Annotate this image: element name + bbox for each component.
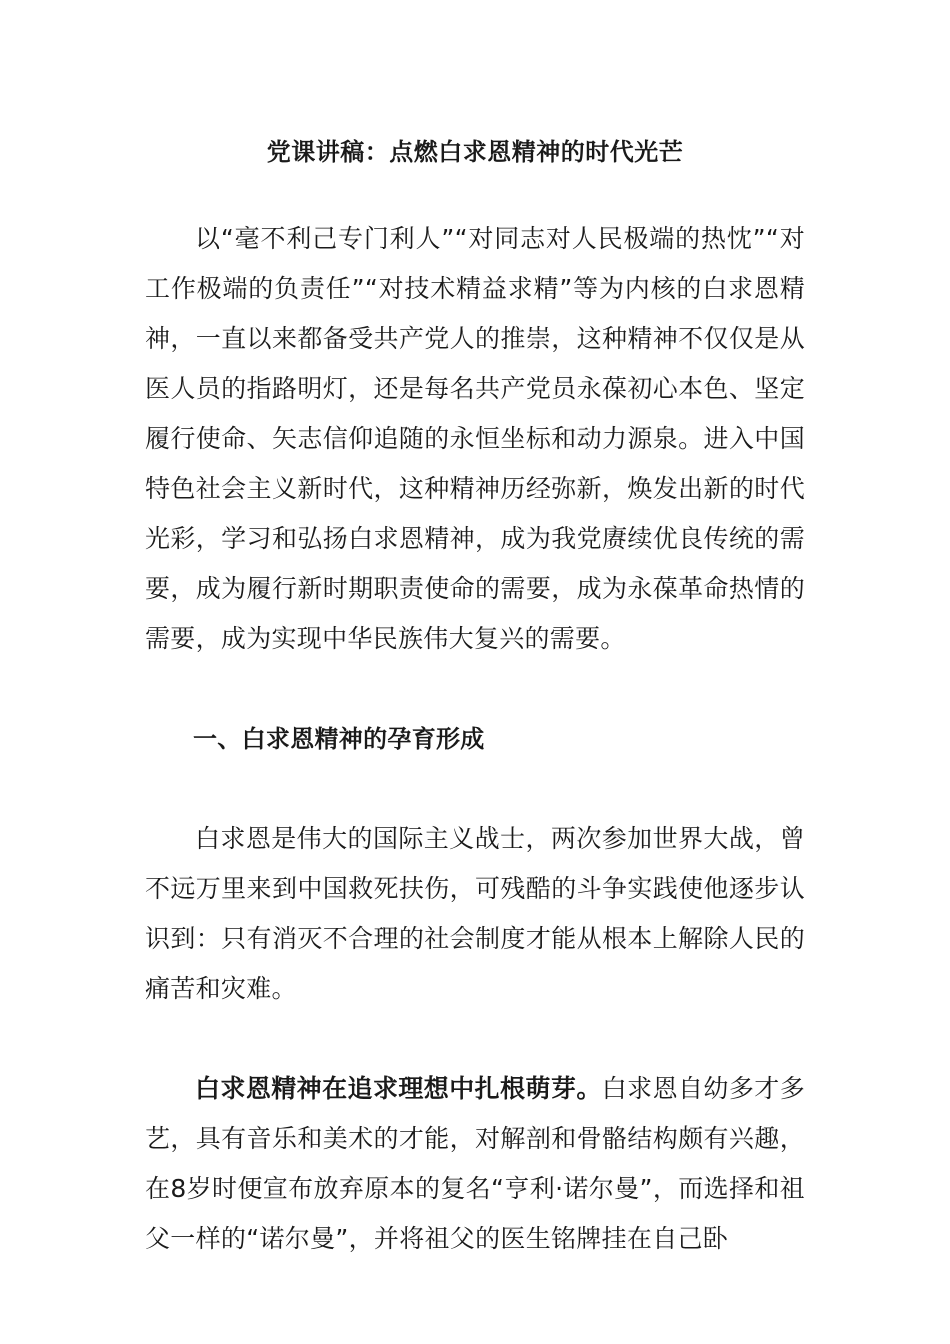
paragraph-body-text: 白求恩自幼多才多艺，具有音乐和美术的才能，对解剖和骨骼结构颇有兴趣，在8岁时便宣布放弃原本的复名“亨利·诺尔曼”，而选择和祖父一样的“诺尔曼”，并将祖父的医生铭牌挂在自己卧 xyxy=(145,1074,805,1253)
section-paragraph-lead xyxy=(145,1064,805,1264)
intro-paragraph: 以“毫不利己专门利人”“对同志对人民极端的热忱”“对工作极端的负责任”“对技术精益求精”等为内核的白求恩精神，一直以来都备受共产党人的推崇，这种精神不仅仅是从医人员的指路明灯，还是每名共产党员永葆初心本色、坚定履行使命、矢志信仰追随的永恒坐标和动力源泉。进入中国特色社会主义新时代，这种精神历经弥新，焕发出新的时代光彩，学习和弘扬白求恩精神，成为我党赓续优良传统的需要，成为履行新时期职责使命的需要，成为永葆革命热情的需要，成为实现中华民族伟大复兴的需要。 xyxy=(145,224,805,653)
section-heading: 一、白求恩精神的孕育形成 xyxy=(193,725,485,753)
page-title: 党课讲稿：点燃白求恩精神的时代光芒 xyxy=(266,138,684,166)
document-body xyxy=(145,214,805,1314)
section-paragraph: 白求恩是伟大的国际主义战士，两次参加世界大战，曾不远万里来到中国救死扶伤，可残酷的斗争实践使他逐步认识到：只有消灭不合理的社会制度才能从根本上解除人民的痛苦和灾难。 xyxy=(145,824,805,1003)
paragraph-lead-sentence: 白求恩精神在追求理想中扎根萌芽。 xyxy=(195,1074,602,1103)
